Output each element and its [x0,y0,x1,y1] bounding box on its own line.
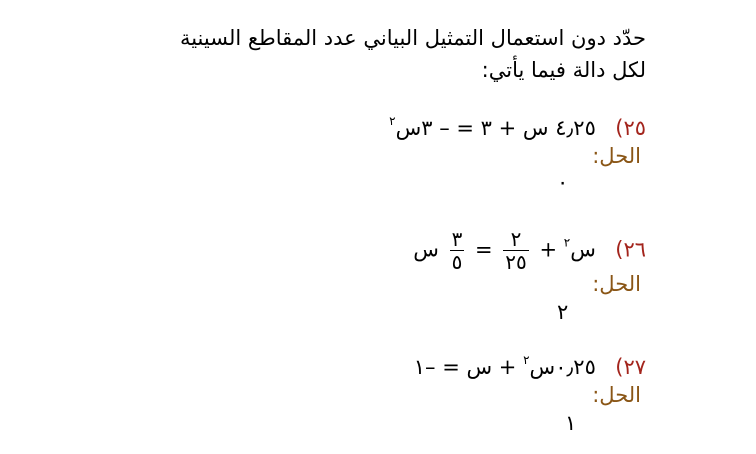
variable-s: س [413,237,439,262]
problem-26 [413,228,646,273]
answer-27: ١ [565,411,577,435]
fraction-numerator: ٣ [451,227,463,251]
solution-label: الحل: [592,144,641,168]
problem-25 [389,113,646,143]
equation-main: ٤٫٢٥ س + ٣ = – ٣س [395,116,596,140]
problem-number: ٢٥) [615,116,646,140]
equation-term: ٠٫٢٥س [529,355,596,379]
instructions-line-2: لكل دالة فيما يأتي: [481,58,646,82]
solution-label: الحل: [592,383,641,407]
fraction-denominator: ٥ [451,250,463,274]
problem-27 [414,352,646,382]
exponent: ٢ [563,235,571,250]
instructions-line-1: حدّد دون استعمال التمثيل البياني عدد المقاطع السينية [179,26,646,50]
fraction-denominator: ٢٥ [505,250,527,274]
fraction-2-over-25 [503,228,528,273]
equals-sign: = [475,237,493,262]
solution-label: الحل: [592,272,641,296]
exponent: ٢ [389,114,396,128]
answer-25: ٠ [557,170,569,194]
equation-rest: + س = –١ [413,355,517,379]
instructions [86,22,646,86]
plus-sign: + [539,237,558,262]
variable-s: س [570,237,596,262]
fraction-numerator: ٢ [503,228,528,251]
exponent: ٢ [523,353,530,367]
problem-number: ٢٦) [615,237,646,262]
fraction-3-over-5 [450,228,465,273]
problem-number: ٢٧) [615,355,646,379]
answer-26: ٢ [557,300,569,324]
